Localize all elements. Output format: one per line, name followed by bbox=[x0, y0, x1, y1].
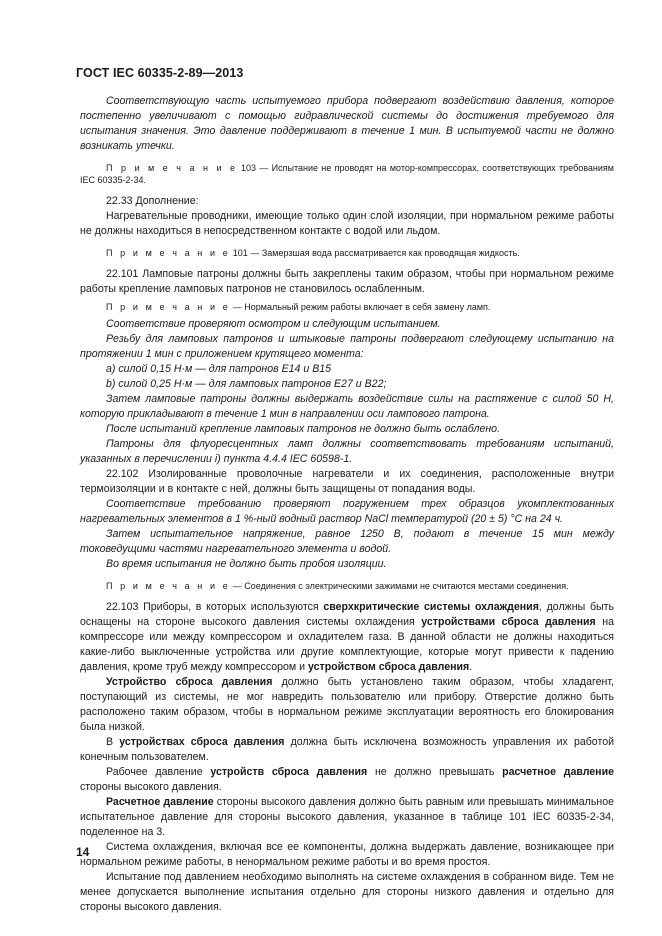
term-bold: Расчетное давление bbox=[106, 796, 214, 808]
paragraph: Резьбу для ламповых патронов и штыковые патроны подвергают следующему испытанию на протяжении 1 мин с приложением крутящего момента: bbox=[80, 333, 614, 360]
paragraph: После испытаний крепление ламповых патронов не должно быть ослаблено. bbox=[106, 423, 501, 435]
section-heading: 22.33 Дополнение: bbox=[106, 195, 199, 207]
paragraph: Во время испытания не должно быть пробоя изоляции. bbox=[106, 558, 387, 570]
note-text: — Соединения с электрическими зажимами не считаются местами соединения. bbox=[230, 581, 569, 591]
term-bold: Устройство сброса давления bbox=[106, 676, 273, 688]
list-item: a) силой 0,15 Н·м — для патронов E14 и B15 bbox=[106, 363, 332, 375]
note-label: П р и м е ч а н и е bbox=[106, 302, 231, 312]
paragraph: 22.101 Ламповые патроны должны быть закреплены таким образом, чтобы при нормальном режиме работы крепление ламповых патронов не становилось ослабленным. bbox=[80, 268, 614, 295]
note-text: 101 — Замерзшая вода рассматривается как проводящая жидкость. bbox=[230, 248, 520, 258]
term-bold: устройством сброса давления bbox=[308, 661, 470, 673]
paragraph: 22.102 Изолированные проволочные нагреватели и их соединения, расположенные внутри термоизоляции и в контакте с ней, должны быть защищены от попадания воды. bbox=[80, 468, 614, 495]
paragraph: Патроны для флуоресцентных ламп должны соответствовать требованиям испытаний, указанных в перечислении i) пункта 4.4.4 IEC 60598-1. bbox=[80, 438, 614, 465]
term-bold: расчетное давление bbox=[502, 766, 614, 778]
term-bold: устройств сброса давления bbox=[210, 766, 368, 778]
list-item: b) силой 0,25 Н·м — для ламповых патронов E27 и B22; bbox=[106, 378, 387, 390]
document-body bbox=[80, 94, 614, 915]
paragraph: Устройство сброса давления должно быть установлено таким образом, чтобы хладагент, поступающий из системы, не мог навредить пользователю или прибору. Отверстие должно быть расположено таким образом, чтобы в нормальном режиме эксплуатации вероятность его блокирования была низкой. bbox=[80, 676, 614, 733]
note-label: П р и м е ч а н и е bbox=[106, 581, 231, 591]
note bbox=[80, 247, 614, 259]
paragraph: Соответствие проверяют осмотром и следующим испытанием. bbox=[106, 318, 441, 330]
paragraph: Затем испытательное напряжение, равное 1250 В, подают в течение 15 мин между токоведущими частями нагревательного элемента и водой. bbox=[80, 528, 614, 555]
note-label: П р и м е ч а н и е bbox=[106, 163, 238, 173]
page-number: 14 bbox=[76, 845, 90, 859]
document-header: ГОСТ IEC 60335-2-89—2013 bbox=[76, 66, 244, 80]
note bbox=[80, 301, 614, 313]
note-label: П р и м е ч а н и е bbox=[106, 248, 231, 258]
paragraph: Расчетное давление стороны высокого давления должно быть равным или превышать минимальное испытательное давление для стороны высокого давления, указанное в таблице 101 IEC 60335-2-34, поделенное на 3. bbox=[80, 796, 614, 838]
paragraph: Система охлаждения, включая все ее компоненты, должна выдержать давление, возникающее при нормальном режиме работы, в ненормальном режиме работы и во время простоя. bbox=[80, 841, 614, 868]
paragraph: Соответствующую часть испытуемого прибора подвергают воздействию давления, которое постепенно увеличивают с помощью гидравлической системы до достижения требуемого для испытания значения. Это давление поддерживают в течение 1 мин. В испытуемой части не должно возникать утечки. bbox=[80, 95, 614, 152]
note bbox=[80, 580, 614, 592]
paragraph: Рабочее давление устройств сброса давления не должно превышать расчетное давление стороны высокого давления. bbox=[80, 766, 614, 793]
paragraph: 22.103 Приборы, в которых используются сверхкритические системы охлаждения, должны быть оснащены на стороне высокого давления системы охлаждения устройствами сброса давления на компрессоре или между компрессором и охладителем газа. В данной области не должны находиться какие-либо выключенные устройства или другие комплектующие, которые могут привести к падению давления, кроме труб между компрессором и устройством сброса давления. bbox=[80, 601, 615, 673]
paragraph: Испытание под давлением необходимо выполнять на системе охлаждения в собранном виде. Тем не менее допускается выполнение испытания отдельно для стороны низкого давления и отдельно для стороны высокого давления. bbox=[80, 871, 614, 913]
term-bold: устройствах сброса давления bbox=[119, 736, 285, 748]
paragraph: Затем ламповые патроны должны выдержать воздействие силы на растяжение с силой 50 Н, которую прикладывают в течение 1 мин в направлении оси лампового патрона. bbox=[80, 393, 614, 420]
paragraph: В устройствах сброса давления должна быть исключена возможность управления их работой конечным пользователем. bbox=[80, 736, 614, 763]
term-bold: устройствами сброса давления bbox=[421, 616, 596, 628]
term-bold: сверхкритические системы охлаждения bbox=[323, 601, 539, 613]
note-text: 103 — Испытание не проводят на мотор-компрессорах, соответствующих требованиям IEC 60335-2-34. bbox=[80, 163, 614, 185]
paragraph: Соответствие требованию проверяют погружением трех образцов укомплектованных нагревательных элементов в 1 %-ный водный раствор NaCl температурой (20 ± 5) °С на 24 ч. bbox=[80, 498, 614, 525]
paragraph: Нагревательные проводники, имеющие только один слой изоляции, при нормальном режиме работы не должны находиться в непосредственном контакте с водой или льдом. bbox=[80, 210, 614, 237]
note-text: — Нормальный режим работы включает в себя замену ламп. bbox=[230, 302, 491, 312]
note bbox=[80, 162, 614, 186]
